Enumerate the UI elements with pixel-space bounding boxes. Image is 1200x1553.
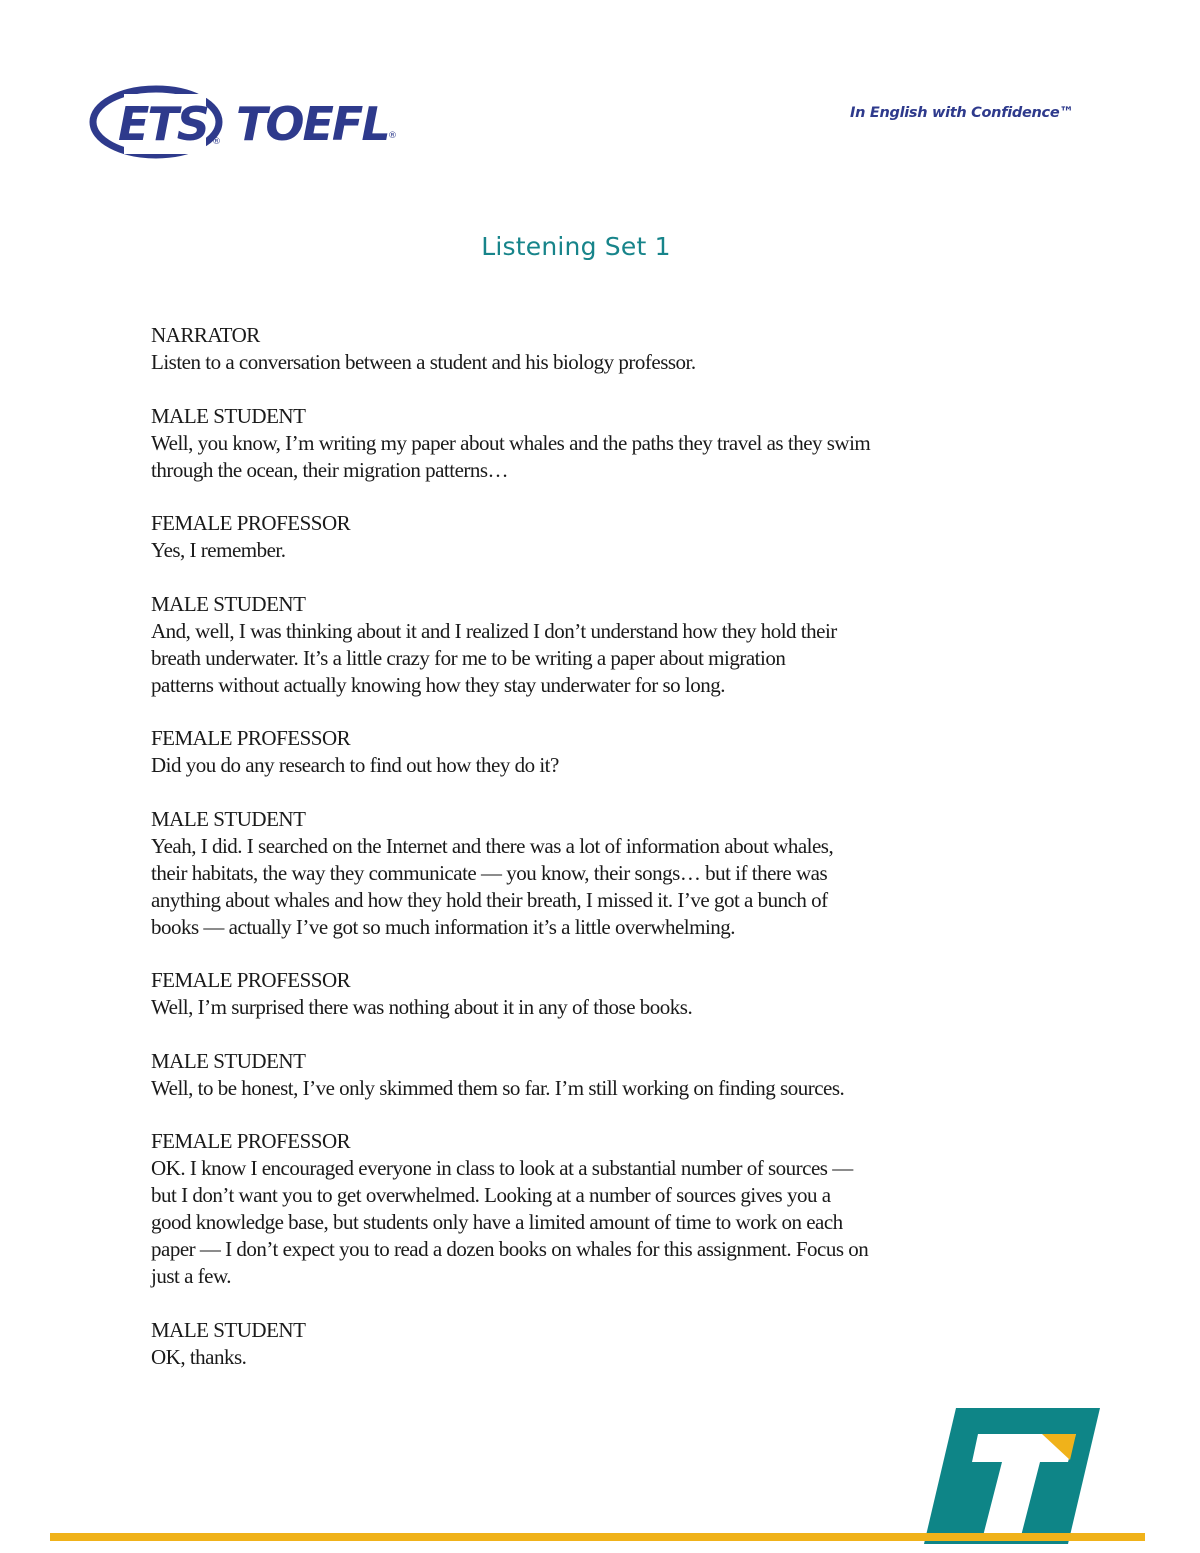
dialogue-line: Well, you know, I’m writing my paper about whales and the paths they travel as they swim [151,430,871,455]
dialogue-turn [151,591,1031,699]
speaker-label: MALE STUDENT [151,806,306,831]
ets-toefl-logo [88,80,408,166]
dialogue-line: breath underwater. It’s a little crazy for me to be writing a paper about migration [151,645,786,670]
dialogue-line: good knowledge base, but students only have a limited amount of time to work on each [151,1210,843,1234]
dialogue-line: OK, thanks. [151,1344,247,1369]
toefl-t-mark [924,1408,1100,1544]
svg-text:TOEFL: TOEFL [236,97,389,151]
dialogue-line: paper — I don’t expect you to read a dozen books on whales for this assignment. Focus on [151,1237,869,1261]
dialogue-turn [151,967,1031,1021]
dialogue-turn [151,725,1031,779]
dialogue-line: Did you do any research to find out how they do it? [151,753,559,777]
speaker-label: FEMALE PROFESSOR [151,1129,351,1153]
dialogue-turn [151,510,1031,564]
dialogue-turn [151,1048,1031,1102]
dialogue-line: their habitats, the way they communicate — you know, their songs… but if there was [151,860,828,885]
dialogue-line: And, well, I was thinking about it and I realized I don’t understand how they hold their [151,618,837,643]
svg-text:®: ® [388,131,397,141]
dialogue-line: Well, to be honest, I’ve only skimmed them so far. I’m still working on finding sources. [151,1075,845,1100]
svg-text:®: ® [212,137,221,147]
dialogue-line: Yes, I remember. [151,538,286,562]
dialogue-line: through the ocean, their migration patterns… [151,457,509,482]
dialogue-line: Listen to a conversation between a student and his biology professor. [151,350,696,374]
speaker-label: MALE STUDENT [151,1048,306,1073]
dialogue-line: OK. I know I encouraged everyone in class to look at a substantial number of sources — [151,1156,853,1180]
footer-rule [50,1533,1145,1541]
transcript [151,322,1031,1397]
dialogue-turn [151,1128,1031,1290]
dialogue-line: just a few. [151,1264,232,1288]
page-title: Listening Set 1 [481,232,671,261]
dialogue-line: anything about whales and how they hold their breath, I missed it. I’ve got a bunch of [151,887,828,912]
dialogue-line: Yeah, I did. I searched on the Internet and there was a lot of information about whales, [151,833,834,858]
dialogue-line: but I don’t want you to get overwhelmed. Looking at a number of sources gives you a [151,1183,831,1207]
speaker-label: MALE STUDENT [151,1317,306,1342]
speaker-label: MALE STUDENT [151,403,306,428]
dialogue-line: books — actually I’ve got so much information it’s a little overwhelming. [151,914,736,939]
dialogue-turn [151,322,1031,376]
dialogue-turn [151,403,1031,484]
dialogue-line: Well, I’m surprised there was nothing about it in any of those books. [151,995,693,1019]
speaker-label: NARRATOR [151,323,260,347]
dialogue-turn [151,1317,1031,1371]
speaker-label: MALE STUDENT [151,591,306,616]
speaker-label: FEMALE PROFESSOR [151,726,351,750]
speaker-label: FEMALE PROFESSOR [151,511,351,535]
dialogue-turn [151,806,1031,941]
dialogue-line: patterns without actually knowing how they stay underwater for so long. [151,672,725,697]
tagline: In English with Confidence™ [850,105,1074,121]
page-header [0,0,1200,200]
speaker-label: FEMALE PROFESSOR [151,968,351,992]
svg-text:ETS: ETS [118,97,208,151]
